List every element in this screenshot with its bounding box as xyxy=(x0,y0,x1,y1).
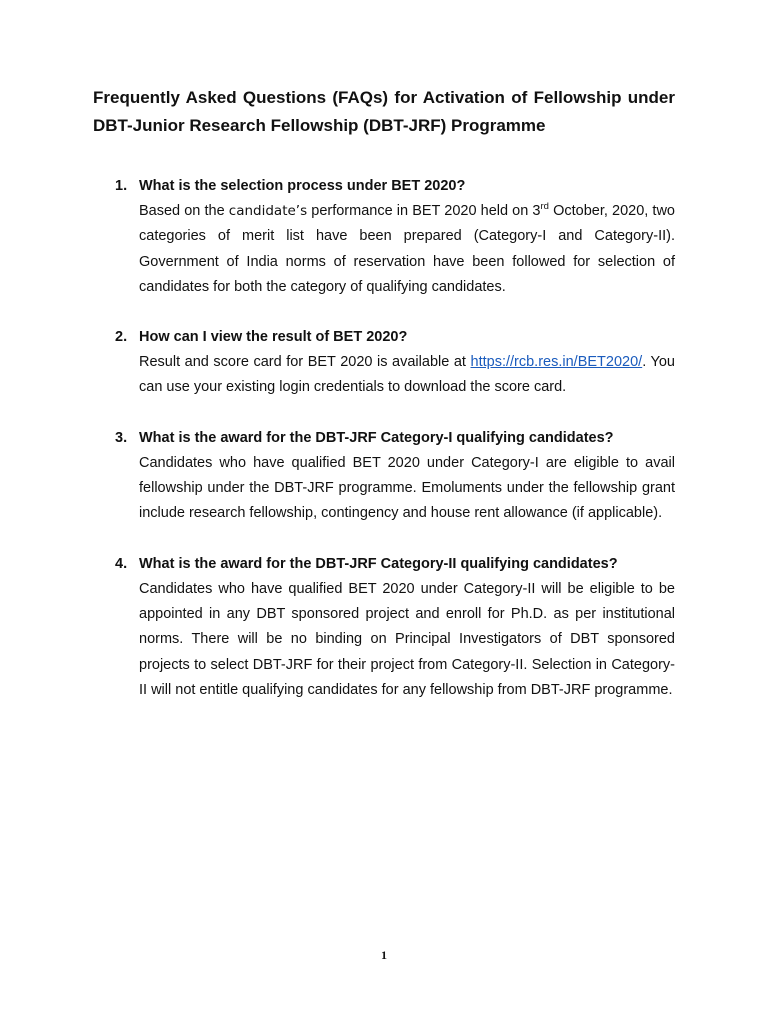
answer-text: candidate’s xyxy=(228,203,308,219)
faq-answer: Candidates who have qualified BET 2020 under Category-II will be eligible to be appointed in any DBT sponsored project and enroll for Ph.D. as per institutional norms. There will be no binding on Principal Investigators of DBT sponsored projects to select DBT-JRF for their project from Category-II. Selection in Category-II will not entitle qualifying candidates for any fellowship from DBT-JRF programme. xyxy=(139,580,675,698)
page-number: 1 xyxy=(381,948,387,962)
faq-number: 4. xyxy=(115,555,128,572)
answer-text: Result and score card for BET 2020 is available at xyxy=(139,354,471,371)
faq-question: How can I view the result of BET 2020? xyxy=(139,329,408,346)
faq-answer xyxy=(139,350,675,401)
answer-text: performance in BET 2020 held on 3 xyxy=(307,203,541,219)
faq-number: 3. xyxy=(115,429,128,446)
ordinal-superscript: rd xyxy=(540,201,549,213)
faq-number: 2. xyxy=(115,329,128,346)
answer-text: October, 2020, two categories of merit list have been prepared (Category-I and Category-II). Government of India norms of reservation have been followed for selection of candidates for both the category of qualifying candidates. xyxy=(139,203,675,295)
faq-item-3 xyxy=(115,426,675,527)
faq-answer: Candidates who have qualified BET 2020 under Category-I are eligible to avail fellowship under the DBT-JRF programme. Emoluments under the fellowship grant include research fellowship, contingency and house rent allowance (if applicable). xyxy=(139,454,675,522)
faq-number: 1. xyxy=(115,178,128,194)
faq-item-2 xyxy=(115,325,675,401)
faq-question: What is the award for the DBT-JRF Category-I qualifying candidates? xyxy=(139,429,614,446)
answer-text: . You can use your existing login credentials to download the score card. xyxy=(139,354,675,396)
faq-item-1 xyxy=(115,174,675,300)
faq-question: What is the selection process under BET 2020? xyxy=(139,178,466,194)
faq-answer xyxy=(139,199,675,300)
faq-question: What is the award for the DBT-JRF Category-II qualifying candidates? xyxy=(139,555,618,572)
faq-item-4 xyxy=(115,552,675,703)
answer-text: Based on the xyxy=(139,203,229,219)
document-title: Frequently Asked Questions (FAQs) for Activation of Fellowship under DBT-Junior Research Fellowship (DBT-JRF) Programme xyxy=(93,88,675,135)
bet-result-link[interactable]: https://rcb.res.in/BET2020/ xyxy=(470,354,643,371)
faq-list xyxy=(115,174,675,728)
